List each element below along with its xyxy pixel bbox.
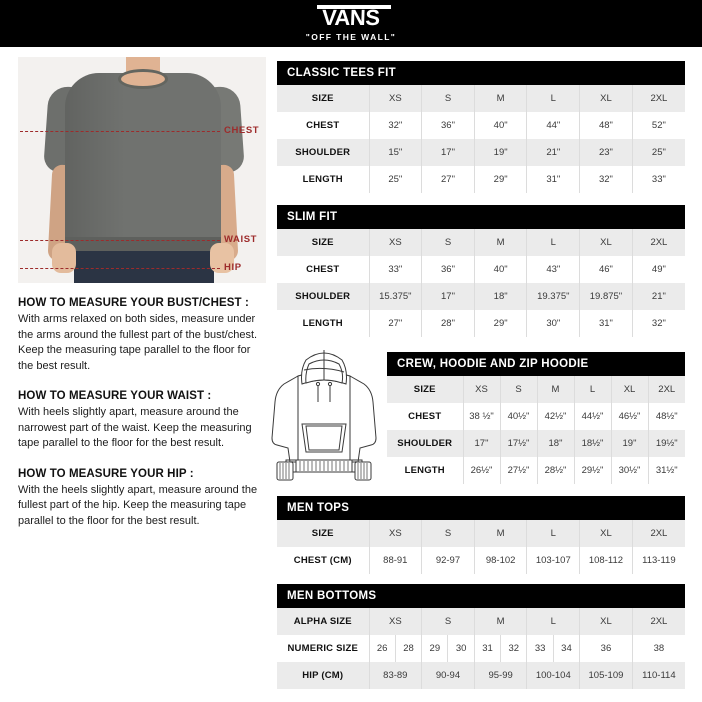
cell-chestcm-l: 103-107: [527, 547, 580, 574]
cell-numeric-xs-b: 28: [395, 635, 421, 662]
col-header-m: M: [474, 229, 527, 256]
col-header-alpha-size: ALPHA SIZE: [277, 608, 369, 635]
cell-chest-l: 44": [527, 112, 580, 139]
cell-shoulder-2xl: 21": [632, 283, 685, 310]
cell-numeric-m: [474, 635, 527, 662]
shirt-shading: [65, 73, 125, 251]
hoodie-icon: [268, 340, 380, 488]
cell-numeric-2xl: 38: [632, 635, 685, 662]
cell-length-xs: 27": [369, 310, 422, 337]
howto-hip-body: With the heels slightly apart, measure around the fullest part of the hip. Keep the measuring tape parallel to the floor for the best result.: [18, 483, 258, 527]
col-header-s: S: [500, 376, 537, 403]
vans-logo: [311, 5, 391, 29]
row-label-length: LENGTH: [277, 310, 369, 337]
table-title-men-bottoms: MEN BOTTOMS: [277, 584, 685, 608]
cell-length-m: 29": [474, 166, 527, 193]
cell-chest-l: 44½": [574, 403, 611, 430]
cell-length-xs: 26½": [463, 457, 500, 484]
howto-bust-chest-heading: HOW TO MEASURE YOUR BUST/CHEST :: [18, 297, 249, 309]
cell-numeric-l-a: 33: [534, 643, 546, 654]
row-label-shoulder: SHOULDER: [277, 139, 369, 166]
col-header-2xl: 2XL: [648, 376, 685, 403]
chest-measure-line: [20, 131, 220, 132]
col-header-m: M: [537, 376, 574, 403]
cell-chest-xs: 32": [369, 112, 422, 139]
cell-shoulder-xl: 19.875": [580, 283, 633, 310]
classic-tees-grid: [277, 85, 685, 193]
cell-numeric-xs: [369, 635, 422, 662]
row-label-chest: CHEST: [277, 112, 369, 139]
cell-numeric-s: [422, 635, 475, 662]
cell-chest-xl: 46": [580, 256, 633, 283]
men-bottoms-grid: [277, 608, 685, 689]
table-header-row: [277, 229, 685, 256]
cell-hip-s: 90-94: [422, 662, 475, 689]
howto-waist-body: With heels slightly apart, measure around the narrowest part of the waist. Keep the measuring tape parallel to the floor for the best result.: [18, 406, 252, 449]
col-header-l: L: [527, 608, 580, 635]
cell-shoulder-xl: 23": [580, 139, 633, 166]
cell-chest-s: 36": [422, 112, 475, 139]
cell-chest-2xl: 48½": [648, 403, 685, 430]
cell-chestcm-xs: 88-91: [369, 547, 422, 574]
cell-chest-m: 40": [474, 112, 527, 139]
cell-length-s: 27½": [500, 457, 537, 484]
col-header-s: S: [422, 85, 475, 112]
row-label-chest-cm: CHEST (CM): [277, 547, 369, 574]
cell-length-l: 30": [527, 310, 580, 337]
cell-length-m: 28½": [537, 457, 574, 484]
table-crew-hoodie-zip: [387, 352, 685, 484]
table-classic-tees-fit: [277, 61, 685, 193]
shirt-collar: [118, 69, 168, 89]
cell-numeric-m-b: 32: [500, 635, 526, 662]
brand-name: VANS: [321, 5, 381, 30]
howto-bust-chest: [18, 297, 266, 374]
cell-length-2xl: 32": [632, 310, 685, 337]
table-header-row: [277, 520, 685, 547]
cell-length-2xl: 33": [632, 166, 685, 193]
table-row: [387, 430, 685, 457]
cell-shoulder-s: 17½": [500, 430, 537, 457]
col-header-2xl: 2XL: [632, 608, 685, 635]
row-label-length: LENGTH: [387, 457, 463, 484]
cell-length-s: 27": [422, 166, 475, 193]
col-header-l: L: [527, 229, 580, 256]
cell-shoulder-xs: 17": [463, 430, 500, 457]
howto-waist-heading: HOW TO MEASURE YOUR WAIST :: [18, 390, 212, 402]
cell-shoulder-l: 18½": [574, 430, 611, 457]
col-header-xl: XL: [580, 520, 633, 547]
cell-shoulder-2xl: 25": [632, 139, 685, 166]
cell-hip-l: 100-104: [527, 662, 580, 689]
col-header-size: SIZE: [277, 520, 369, 547]
howto-hip: [18, 468, 266, 530]
col-header-xs: XS: [369, 85, 422, 112]
cell-shoulder-m: 19": [474, 139, 527, 166]
cell-chest-m: 40": [474, 256, 527, 283]
row-label-chest: CHEST: [277, 256, 369, 283]
cell-chest-m: 42½": [537, 403, 574, 430]
col-header-size: SIZE: [277, 229, 369, 256]
model-jeans: [74, 247, 214, 283]
col-header-xs: XS: [369, 608, 422, 635]
cell-length-xl: 32": [580, 166, 633, 193]
col-header-m: M: [474, 608, 527, 635]
cell-numeric-xl: 36: [580, 635, 633, 662]
cell-shoulder-2xl: 19½": [648, 430, 685, 457]
table-title-classic-tees: CLASSIC TEES FIT: [277, 61, 685, 85]
table-header-row: [277, 85, 685, 112]
cell-length-xl: 30½": [611, 457, 648, 484]
cell-hip-xl: 105-109: [580, 662, 633, 689]
cell-chest-2xl: 49": [632, 256, 685, 283]
col-header-xl: XL: [580, 85, 633, 112]
col-header-2xl: 2XL: [632, 85, 685, 112]
cell-chest-2xl: 52": [632, 112, 685, 139]
col-header-xl: XL: [611, 376, 648, 403]
cell-hip-m: 95-99: [474, 662, 527, 689]
table-row: [277, 283, 685, 310]
cell-shoulder-s: 17": [422, 283, 475, 310]
table-row: [277, 256, 685, 283]
cell-shoulder-xl: 19": [611, 430, 648, 457]
col-header-size: SIZE: [277, 85, 369, 112]
table-row: [277, 166, 685, 193]
cell-chest-l: 43": [527, 256, 580, 283]
cell-length-m: 29": [474, 310, 527, 337]
left-column: [18, 57, 266, 545]
cell-chest-xl: 48": [580, 112, 633, 139]
cell-shoulder-l: 19.375": [527, 283, 580, 310]
hip-measure-line: [20, 268, 220, 269]
cell-numeric-xs-a: 26: [376, 643, 388, 654]
table-header-row: [277, 608, 685, 635]
col-header-s: S: [422, 608, 475, 635]
cell-chestcm-2xl: 113-119: [632, 547, 685, 574]
table-row: [387, 403, 685, 430]
col-header-m: M: [474, 85, 527, 112]
col-header-xs: XS: [369, 520, 422, 547]
row-label-shoulder: SHOULDER: [277, 283, 369, 310]
hoodie-illustration: [268, 340, 380, 488]
hip-line-label: HIP: [224, 262, 242, 273]
col-header-s: S: [422, 520, 475, 547]
table-row: [277, 139, 685, 166]
cell-length-2xl: 31½": [648, 457, 685, 484]
table-men-tops: [277, 496, 685, 574]
cell-numeric-s-b: 30: [447, 635, 473, 662]
cell-chestcm-m: 98-102: [474, 547, 527, 574]
table-row: [387, 457, 685, 484]
col-header-l: L: [527, 85, 580, 112]
table-row: [277, 662, 685, 689]
table-slim-fit: [277, 205, 685, 337]
chest-line-label: CHEST: [224, 125, 260, 136]
table-row: [277, 112, 685, 139]
col-header-size: SIZE: [387, 376, 463, 403]
cell-chest-xs: 38 ½": [463, 403, 500, 430]
row-label-hip-cm: HIP (CM): [277, 662, 369, 689]
cell-chestcm-xl: 108-112: [580, 547, 633, 574]
brand-banner: [0, 0, 702, 47]
cell-length-s: 28": [422, 310, 475, 337]
cell-hip-2xl: 110-114: [632, 662, 685, 689]
cell-shoulder-xs: 15": [369, 139, 422, 166]
table-men-bottoms: [277, 584, 685, 689]
col-header-xl: XL: [580, 608, 633, 635]
table-title-men-tops: MEN TOPS: [277, 496, 685, 520]
cell-length-xl: 31": [580, 310, 633, 337]
cell-length-xs: 25": [369, 166, 422, 193]
cell-chest-s: 40½": [500, 403, 537, 430]
col-header-xs: XS: [369, 229, 422, 256]
cell-numeric-s-a: 29: [429, 643, 441, 654]
col-header-s: S: [422, 229, 475, 256]
howto-waist: [18, 390, 266, 452]
col-header-l: L: [527, 520, 580, 547]
cell-length-l: 29½": [574, 457, 611, 484]
men-tops-grid: [277, 520, 685, 574]
waist-line-label: WAIST: [224, 234, 258, 245]
slim-fit-grid: [277, 229, 685, 337]
row-label-shoulder: SHOULDER: [387, 430, 463, 457]
cell-chest-xs: 33": [369, 256, 422, 283]
table-row: [277, 310, 685, 337]
table-title-slim-fit: SLIM FIT: [277, 205, 685, 229]
waist-measure-line: [20, 240, 220, 241]
row-label-chest: CHEST: [387, 403, 463, 430]
col-header-xs: XS: [463, 376, 500, 403]
col-header-xl: XL: [580, 229, 633, 256]
cell-chest-s: 36": [422, 256, 475, 283]
cell-shoulder-xs: 15.375": [369, 283, 422, 310]
cell-numeric-l: [527, 635, 580, 662]
cell-chestcm-s: 92-97: [422, 547, 475, 574]
col-header-2xl: 2XL: [632, 229, 685, 256]
cell-shoulder-m: 18": [537, 430, 574, 457]
col-header-2xl: 2XL: [632, 520, 685, 547]
row-label-numeric-size: NUMERIC SIZE: [277, 635, 369, 662]
table-row: [277, 635, 685, 662]
cell-shoulder-s: 17": [422, 139, 475, 166]
cell-shoulder-l: 21": [527, 139, 580, 166]
howto-bust-chest-body: With arms relaxed on both sides, measure under the arms around the fullest part of the bust/chest. Keep the measuring tape parallel to the floor for the best result.: [18, 313, 258, 372]
table-header-row: [387, 376, 685, 403]
row-label-length: LENGTH: [277, 166, 369, 193]
measurement-photo: [18, 57, 266, 283]
table-row: [277, 547, 685, 574]
cell-numeric-m-a: 31: [482, 643, 493, 654]
howto-hip-heading: HOW TO MEASURE YOUR HIP :: [18, 467, 194, 480]
brand-tagline: "OFF THE WALL": [305, 32, 397, 42]
cell-length-l: 31": [527, 166, 580, 193]
cell-shoulder-m: 18": [474, 283, 527, 310]
table-title-crew-hoodie: CREW, HOODIE AND ZIP HOODIE: [387, 352, 685, 376]
col-header-l: L: [574, 376, 611, 403]
cell-numeric-l-b: 34: [553, 635, 579, 662]
cell-hip-xs: 83-89: [369, 662, 422, 689]
crew-hoodie-grid: [387, 376, 685, 484]
cell-chest-xl: 46½": [611, 403, 648, 430]
col-header-m: M: [474, 520, 527, 547]
